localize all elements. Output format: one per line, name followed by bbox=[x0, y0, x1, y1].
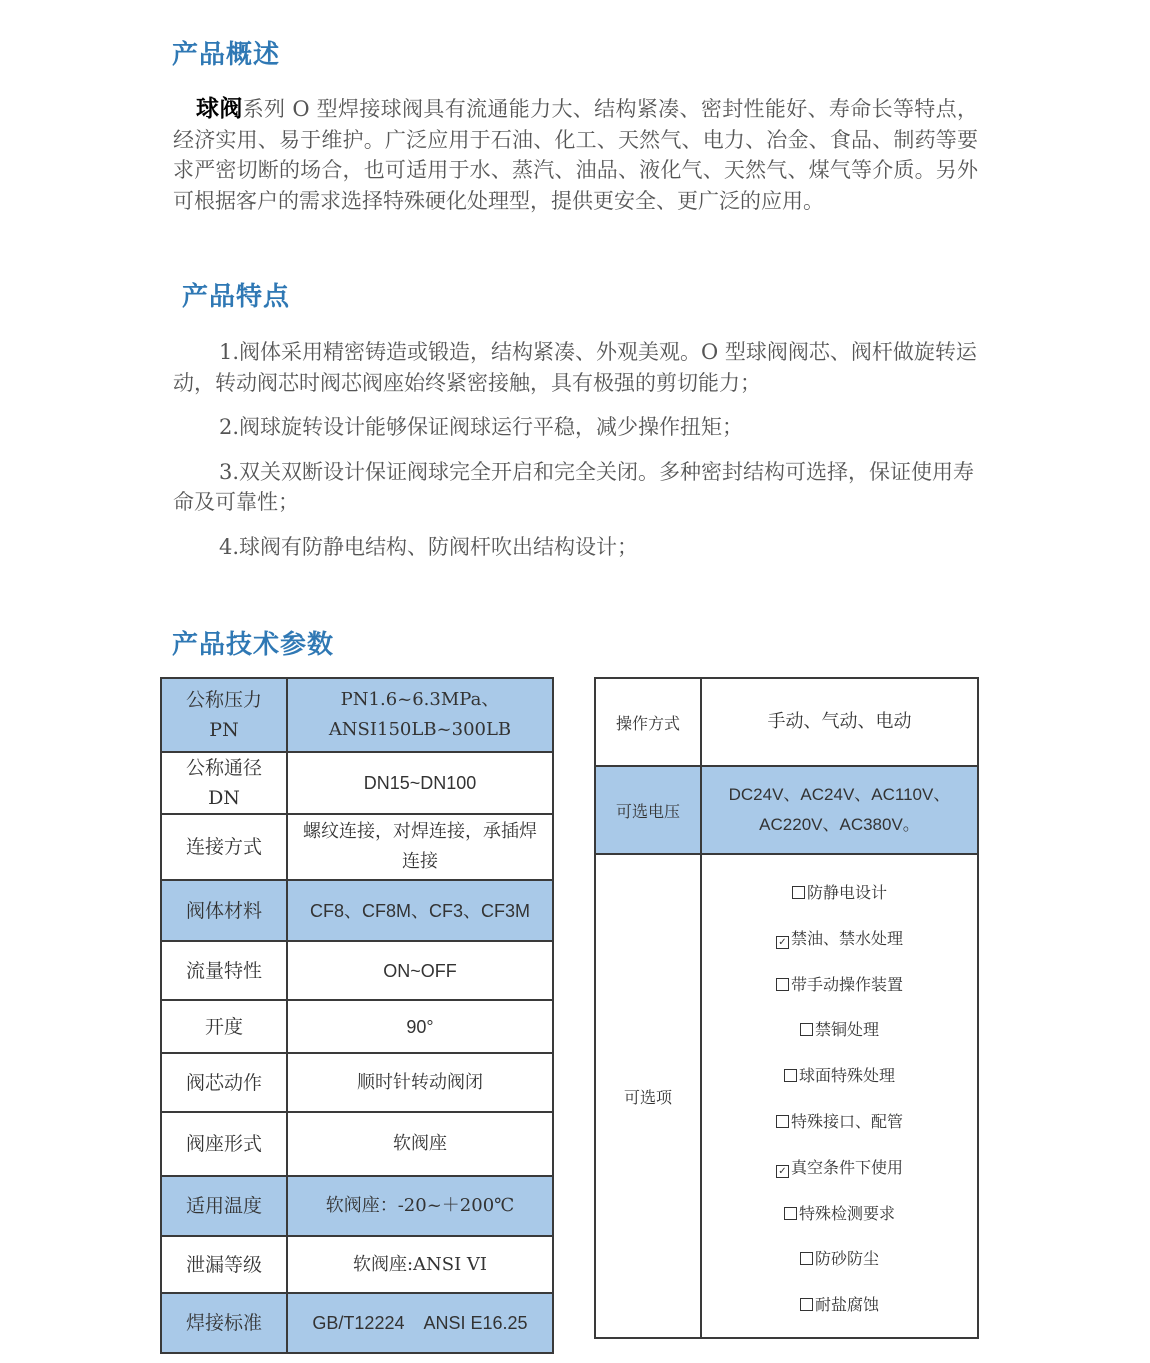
params-heading: 产品技术参数 bbox=[172, 630, 335, 660]
unchecked-box-icon bbox=[784, 1069, 797, 1082]
feature-item: 4.球阀有防静电结构、防阀杆吹出结构设计； bbox=[219, 534, 639, 559]
overview-text: 系列 O 型焊接球阀具有流通能力大、结构紧凑、密封性能好、寿命长等特点，经济实用、易于维护。广泛应用于石油、化工、天然气、电力、冶金、食品、制药等要求严密切断的场合，也可适用于水、蒸汽、油品、液化气、天然气、煤气等介质。另外可根据客户的需求选择特殊硬化处理型，提供更安全、更广泛的应用。 bbox=[173, 97, 978, 213]
param-value: 顺时针转动阀闭 bbox=[287, 1053, 553, 1112]
param-key: 焊接标准 bbox=[161, 1293, 287, 1353]
table-row bbox=[161, 678, 553, 752]
table-row bbox=[161, 814, 553, 880]
checked-box-icon: ✓ bbox=[776, 936, 789, 949]
unchecked-box-icon bbox=[776, 1115, 789, 1128]
param-key: 阀座形式 bbox=[161, 1112, 287, 1176]
feature-item: 1.阀体采用精密铸造或锻造，结构紧凑、外观美观。O 型球阀阀芯、阀杆做旋转运动，转动阀芯时阀芯阀座始终紧密接触，具有极强的剪切能力； bbox=[173, 340, 977, 395]
options-list bbox=[701, 854, 978, 1338]
param-value: 90° bbox=[287, 1000, 553, 1053]
option-label: 特殊检测要求 bbox=[798, 1203, 895, 1223]
option-item bbox=[708, 1099, 971, 1145]
param-value: DC24V、AC24V、AC110V、 AC220V、AC380V。 bbox=[701, 766, 978, 854]
table-row bbox=[595, 678, 978, 766]
table-row bbox=[595, 854, 978, 1338]
param-key: 可选项 bbox=[595, 854, 701, 1338]
unchecked-box-icon bbox=[800, 1298, 813, 1311]
unchecked-box-icon bbox=[792, 886, 805, 899]
param-key: 可选电压 bbox=[595, 766, 701, 854]
param-key: 公称压力 PN bbox=[161, 678, 287, 752]
param-value: GB/T12224 ANSI E16.25 bbox=[287, 1293, 553, 1353]
param-key: 流量特性 bbox=[161, 941, 287, 1000]
unchecked-box-icon bbox=[800, 1252, 813, 1265]
option-item bbox=[708, 1145, 971, 1191]
table-row bbox=[161, 1236, 553, 1293]
option-item bbox=[708, 962, 971, 1008]
params-right-table bbox=[594, 677, 979, 1339]
option-label: 球面特殊处理 bbox=[798, 1066, 895, 1086]
unchecked-box-icon bbox=[776, 978, 789, 991]
option-label: 特殊接口、配管 bbox=[790, 1112, 903, 1131]
option-item bbox=[708, 1007, 971, 1053]
param-key: 公称通径 DN bbox=[161, 752, 287, 814]
table-row bbox=[595, 766, 978, 854]
option-item bbox=[708, 916, 971, 962]
option-item bbox=[708, 1236, 971, 1282]
table-row bbox=[161, 752, 553, 814]
unchecked-box-icon bbox=[800, 1023, 813, 1036]
table-row bbox=[161, 1053, 553, 1112]
overview-paragraph bbox=[173, 94, 978, 216]
option-label: 带手动操作装置 bbox=[790, 974, 903, 994]
param-value: 软阀座 bbox=[287, 1112, 553, 1176]
param-value: 软阀座：-20~＋200℃ bbox=[287, 1176, 553, 1236]
option-item bbox=[708, 1282, 971, 1328]
param-value: 软阀座:ANSI VI bbox=[287, 1236, 553, 1293]
option-item bbox=[708, 1053, 971, 1099]
option-label: 耐盐腐蚀 bbox=[814, 1295, 879, 1315]
param-value: DN15~DN100 bbox=[287, 752, 553, 814]
param-key: 开度 bbox=[161, 1000, 287, 1053]
param-key: 阀芯动作 bbox=[161, 1053, 287, 1112]
option-label: 禁油、禁水处理 bbox=[790, 928, 903, 948]
option-label: 禁铜处理 bbox=[814, 1020, 879, 1040]
table-row bbox=[161, 1112, 553, 1176]
param-key: 阀体材料 bbox=[161, 880, 287, 941]
unchecked-box-icon bbox=[784, 1207, 797, 1220]
feature-item: 2.阀球旋转设计能够保证阀球运行平稳，减少操作扭矩； bbox=[219, 415, 744, 439]
option-item bbox=[708, 870, 971, 916]
features-heading: 产品特点 bbox=[182, 282, 291, 312]
param-value: 手动、气动、电动 bbox=[701, 678, 978, 766]
option-item bbox=[708, 1191, 971, 1237]
param-value: PN1.6~6.3MPa、 ANSI150LB~300LB bbox=[287, 678, 553, 752]
table-row bbox=[161, 1000, 553, 1053]
features-list bbox=[173, 337, 978, 576]
param-value: CF8、CF8M、CF3、CF3M bbox=[287, 880, 553, 941]
param-key: 泄漏等级 bbox=[161, 1236, 287, 1293]
param-key: 操作方式 bbox=[595, 678, 701, 766]
param-key: 连接方式 bbox=[161, 814, 287, 880]
param-value: 螺纹连接，对焊连接，承插焊 连接 bbox=[287, 814, 553, 880]
param-key: 适用温度 bbox=[161, 1176, 287, 1236]
table-row bbox=[161, 1176, 553, 1236]
option-label: 防静电设计 bbox=[806, 883, 887, 903]
overview-lead: 球阀 bbox=[196, 95, 243, 122]
params-left-table bbox=[160, 677, 554, 1354]
table-row bbox=[161, 880, 553, 941]
overview-heading: 产品概述 bbox=[172, 40, 281, 70]
option-label: 真空条件下使用 bbox=[790, 1157, 903, 1177]
feature-item: 3.双关双断设计保证阀球完全开启和完全关闭。多种密封结构可选择，保证使用寿命及可靠性； bbox=[173, 459, 975, 514]
table-row bbox=[161, 1293, 553, 1353]
option-label: 防砂防尘 bbox=[814, 1249, 879, 1269]
checked-box-icon: ✓ bbox=[776, 1165, 789, 1178]
param-value: ON~OFF bbox=[287, 941, 553, 1000]
table-row bbox=[161, 941, 553, 1000]
